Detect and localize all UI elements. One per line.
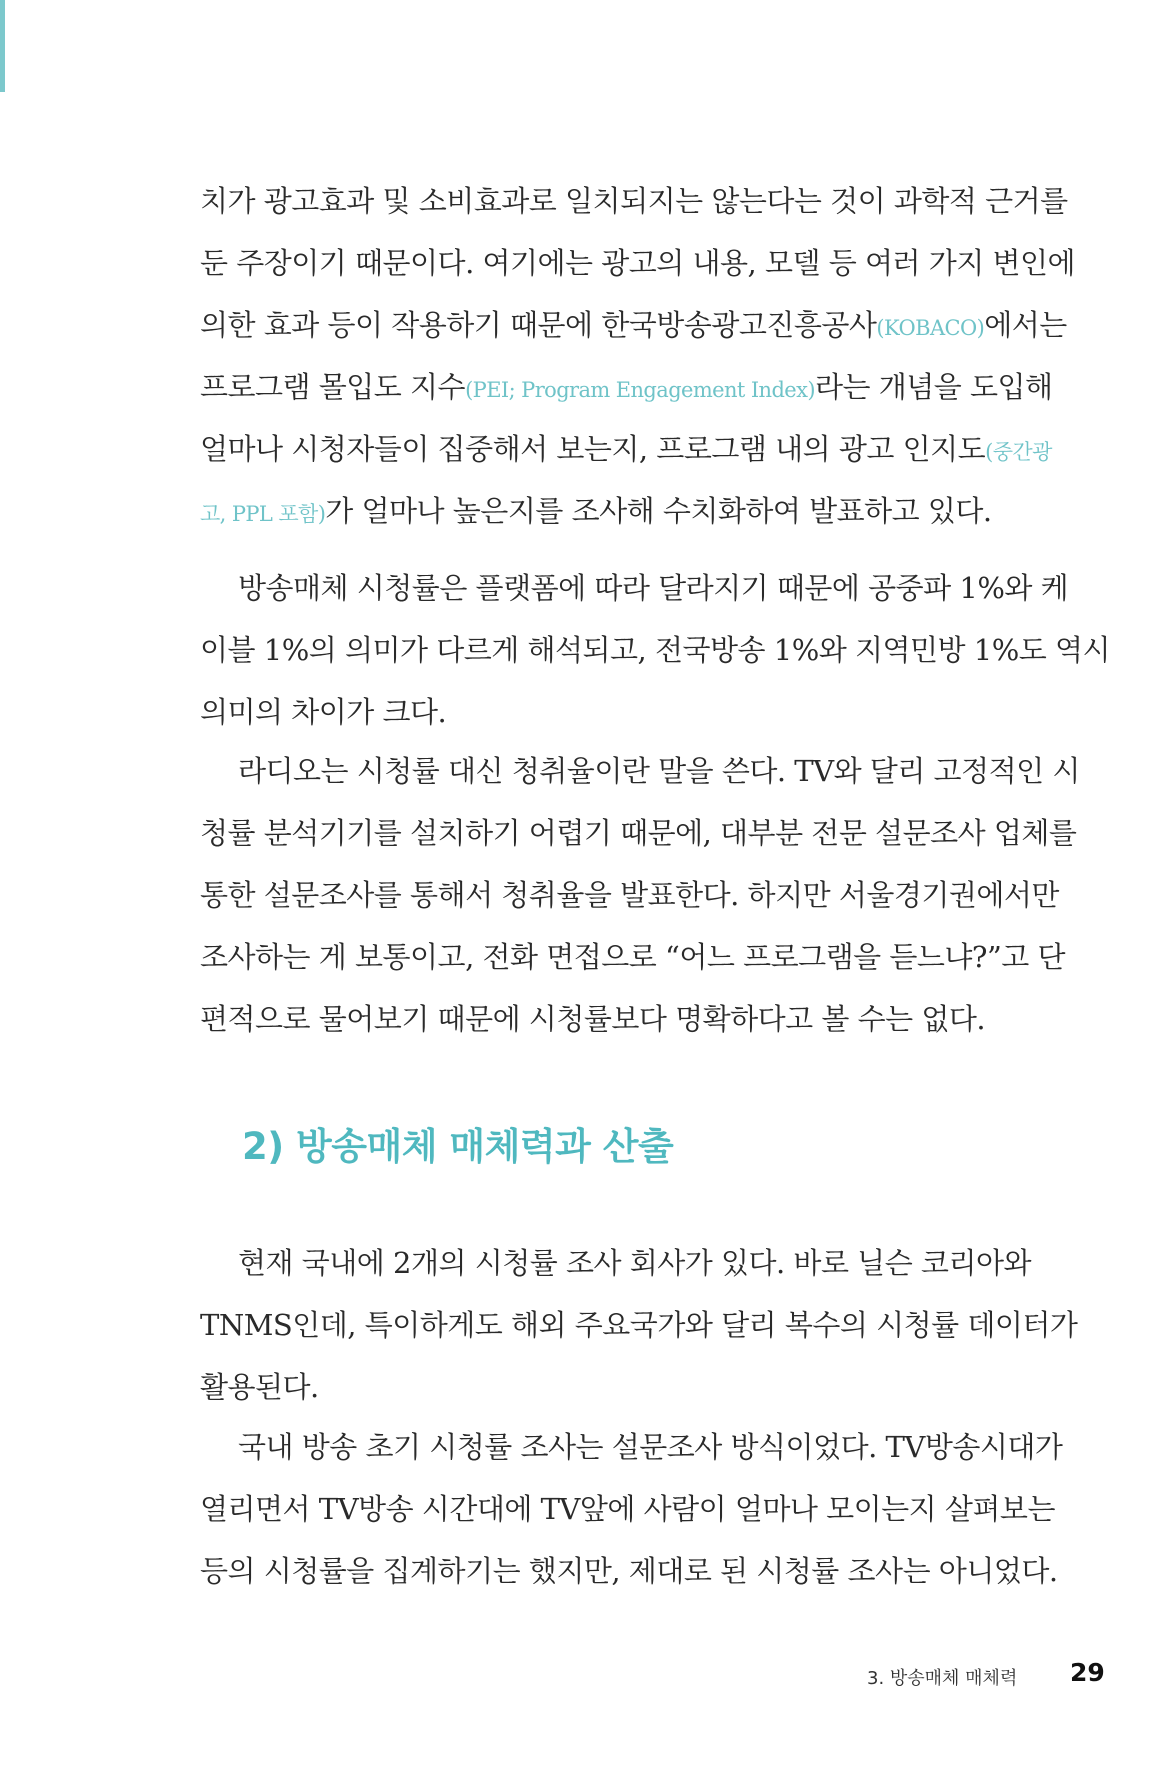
inline-text: 에서는 <box>984 308 1067 342</box>
text-line <box>200 480 1014 542</box>
text-line <box>200 294 1067 356</box>
text-line-content <box>200 356 1053 418</box>
text-line-content: 방송매체 시청률은 플랫폼에 따라 달라지기 때문에 공중파 1%와 케 <box>238 571 1069 605</box>
text-line-content <box>200 480 992 542</box>
text-line-content: 통한 설문조사를 통해서 청취율을 발표한다. 하지만 서울경기권에서만 <box>200 878 1059 912</box>
text-line-content: 국내 방송 초기 시청률 조사는 설문조사 방식이었다. TV방송시대가 <box>238 1430 1063 1464</box>
page-number: 29 <box>1070 1658 1105 1687</box>
text-line <box>200 1478 1055 1540</box>
text-line-content: 라디오는 시청률 대신 청취율이란 말을 쓴다. TV와 달리 고정적인 시 <box>238 754 1080 788</box>
text-line <box>200 740 1080 802</box>
inline-text: 라는 개념을 도입해 <box>814 370 1053 404</box>
text-line <box>200 681 1014 743</box>
reference-note: (PEI; Program Engagement Index) <box>465 378 815 402</box>
text-line-content: 이블 1%의 의미가 다르게 해석되고, 전국방송 1%와 지역민방 1%도 역시 <box>200 633 1111 667</box>
paragraph-block-2 <box>200 557 1111 743</box>
text-line-content: 등의 시청률을 집계하기는 했지만, 제대로 된 시청률 조사는 아니었다. <box>200 1554 1058 1588</box>
text-line <box>200 988 1014 1050</box>
text-line <box>200 1540 1058 1602</box>
text-line <box>200 1416 1063 1478</box>
reference-note: 고, PPL 포함) <box>200 502 326 526</box>
paragraph-block-1 <box>200 170 1076 542</box>
text-line-content: 청률 분석기기를 설치하기 어렵기 때문에, 대부분 전문 설문조사 업체를 <box>200 816 1077 850</box>
page-edge-mark <box>0 0 5 92</box>
footer-chapter-label: 3. 방송매체 매체력 <box>867 1668 1018 1689</box>
inline-text: 의한 효과 등이 작용하기 때문에 한국방송광고진흥공사 <box>200 308 877 342</box>
inline-text: 가 얼마나 높은지를 조사해 수치화하여 발표하고 있다. <box>325 494 992 528</box>
text-line <box>200 802 1077 864</box>
text-line-content: TNMS인데, 특이하게도 해외 주요국가와 달리 복수의 시청률 데이터가 <box>200 1308 1078 1342</box>
text-line-content: 활용된다. <box>200 1370 319 1404</box>
text-line <box>200 170 1068 232</box>
section-heading: 2) 방송매체 매체력과 산출 <box>242 1125 674 1168</box>
reference-note: (중간광 <box>985 440 1052 464</box>
paragraph-block-3 <box>200 740 1080 1050</box>
text-line <box>200 356 1053 418</box>
text-line-content <box>200 418 1052 480</box>
text-line <box>200 1232 1031 1294</box>
text-line-content: 치가 광고효과 및 소비효과로 일치되지는 않는다는 것이 과학적 근거를 <box>200 184 1068 218</box>
text-line <box>200 418 1052 480</box>
text-line <box>200 232 1076 294</box>
text-line-content: 의미의 차이가 크다. <box>200 695 447 729</box>
inline-text: 얼마나 시청자들이 집중해서 보는지, 프로그램 내의 광고 인지도 <box>200 432 986 466</box>
text-line-content: 열리면서 TV방송 시간대에 TV앞에 사람이 얼마나 모이는지 살펴보는 <box>200 1492 1055 1526</box>
paragraph-block-4 <box>200 1232 1078 1418</box>
text-line <box>200 557 1069 619</box>
paragraph-block-5 <box>200 1416 1063 1602</box>
inline-text: 프로그램 몰입도 지수 <box>200 370 466 404</box>
text-line-content: 현재 국내에 2개의 시청률 조사 회사가 있다. 바로 닐슨 코리아와 <box>238 1246 1031 1280</box>
text-line <box>200 619 1111 681</box>
text-line <box>200 1294 1078 1356</box>
text-line <box>200 1356 1014 1418</box>
text-line-content: 둔 주장이기 때문이다. 여기에는 광고의 내용, 모델 등 여러 가지 변인에 <box>200 246 1076 280</box>
text-line-content <box>200 294 1067 356</box>
text-line-content: 조사하는 게 보통이고, 전화 면접으로 “어느 프로그램을 듣느냐?”고 단 <box>200 940 1066 974</box>
text-line <box>200 864 1059 926</box>
text-line-content: 편적으로 물어보기 때문에 시청률보다 명확하다고 볼 수는 없다. <box>200 1002 986 1036</box>
reference-note: (KOBACO) <box>876 316 985 340</box>
text-line <box>200 926 1066 988</box>
